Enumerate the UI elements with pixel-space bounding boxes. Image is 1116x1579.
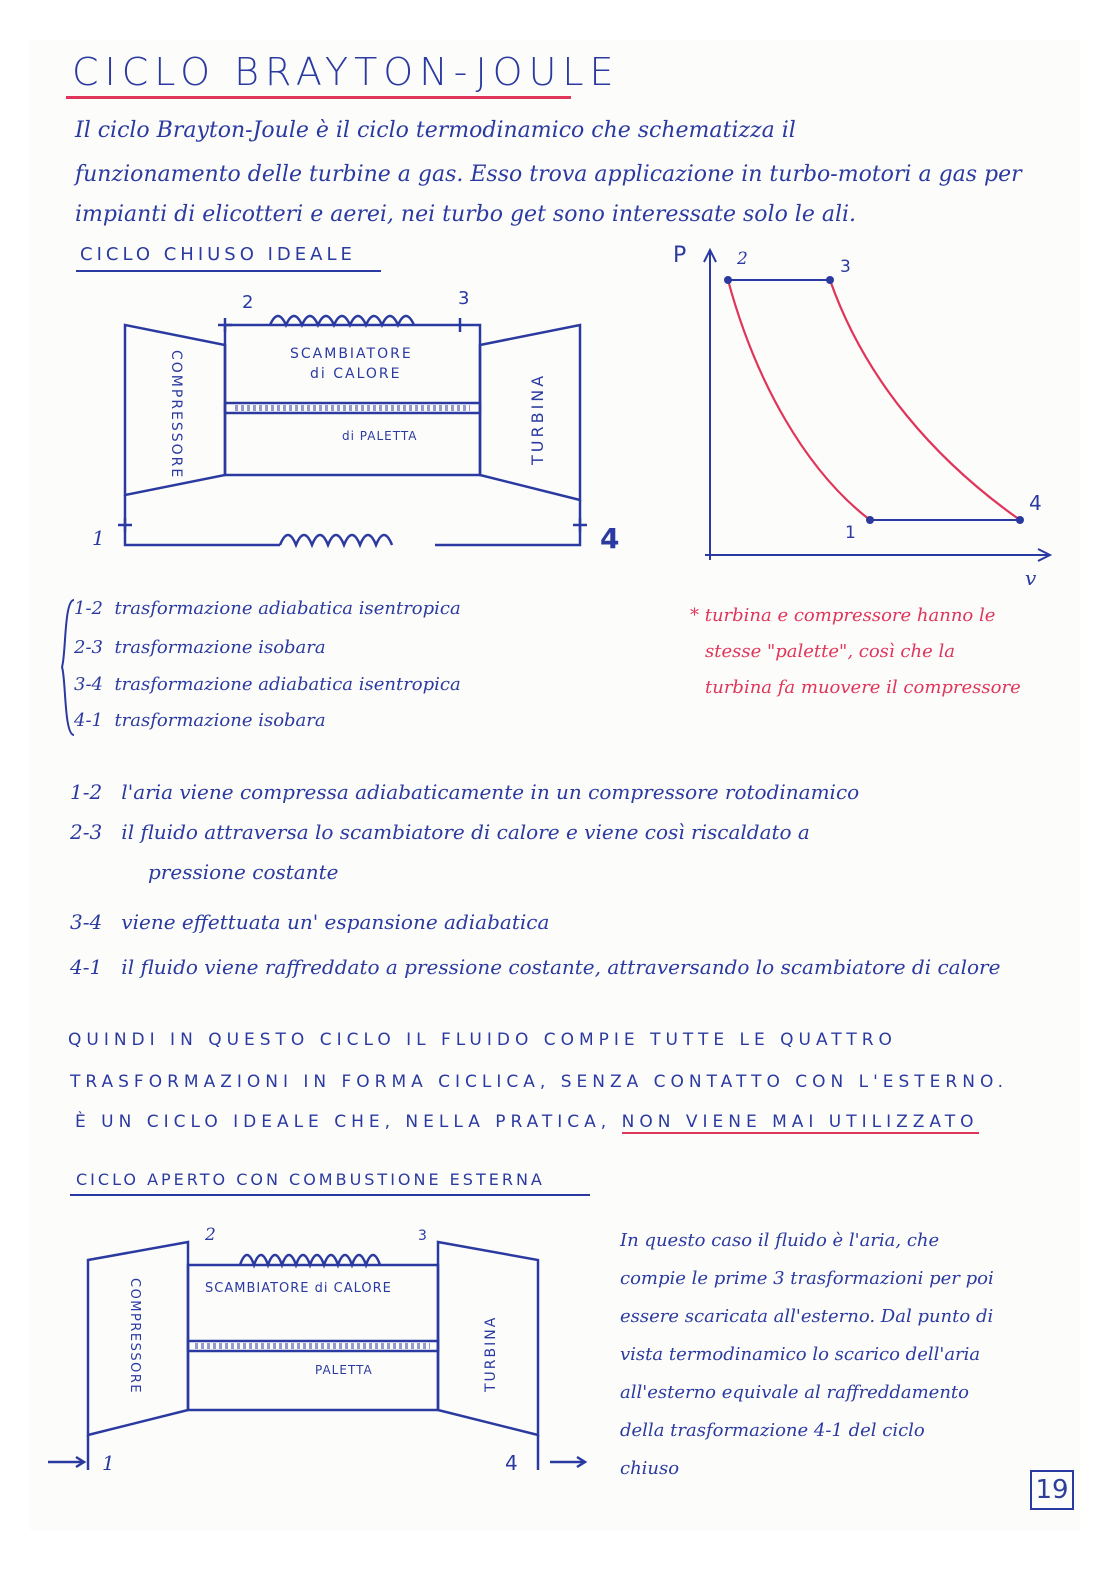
intro-line-1: Il ciclo Brayton-Joule è il ciclo termodinamico che schematizza il	[75, 118, 796, 143]
closed-cycle-diagram	[80, 280, 640, 580]
node-4: 4	[600, 522, 620, 555]
step-3-4: 3-4 viene effettuata un' espansione adiabatica	[70, 910, 550, 934]
open-text-line-1: In questo caso il fluido è l'aria, che	[620, 1230, 940, 1251]
open-text-line-4: vista termodinamico lo scarico dell'aria	[620, 1344, 981, 1365]
transformation-4: 4-1 trasformazione isobara	[74, 710, 326, 731]
open-text-line-2: compie le prime 3 trasformazioni per poi	[620, 1268, 994, 1289]
return-line-left	[125, 495, 280, 545]
conclusion-emphasis: NON VIENE MAI UTILIZZATO	[621, 1112, 979, 1132]
conclusion-line-3: È UN CICLO IDEALE CHE, NELLA PRATICA, NON VIENE MAI UTILIZZATO	[75, 1112, 979, 1132]
open-blade-label: PALETTA	[315, 1363, 373, 1377]
top-coil	[270, 316, 414, 325]
section-closed-cycle-title: CICLO CHIUSO IDEALE	[80, 244, 356, 265]
red-note-line-1: * turbina e compressore hanno le	[690, 605, 996, 626]
page-number: 19	[1030, 1470, 1074, 1510]
open-node-4: 4	[505, 1451, 518, 1475]
open-node-3: 3	[418, 1228, 427, 1244]
turbine-label: TURBINA	[528, 372, 547, 465]
section-open-cycle-title: CICLO APERTO CON COMBUSTIONE ESTERNA	[76, 1170, 545, 1189]
step-2-3: 2-3 il fluido attraversa lo scambiatore di calore e viene così riscaldato a	[70, 820, 810, 844]
section-open-cycle-underline	[70, 1194, 590, 1196]
open-node-2: 2	[205, 1225, 216, 1245]
node-3: 3	[458, 288, 470, 309]
section-closed-cycle-underline	[76, 270, 381, 272]
exchanger-label-1: SCAMBIATORE	[290, 346, 413, 362]
open-text-line-5: all'esterno equivale al raffreddamento	[620, 1382, 969, 1403]
open-text-line-6: della trasformazione 4-1 del ciclo	[620, 1420, 925, 1441]
node-2: 2	[242, 292, 254, 313]
intro-line-2: funzionamento delle turbine a gas. Esso trova applicazione in turbo-motori a gas per	[75, 162, 1022, 187]
conclusion-line-1: QUINDI IN QUESTO CICLO IL FLUIDO COMPIE TUTTE LE QUATTRO	[68, 1030, 897, 1050]
title-underline	[66, 96, 571, 99]
open-node-1: 1	[102, 1451, 115, 1475]
step-4-1: 4-1 il fluido viene raffreddato a pressione costante, attraversando lo scambiatore di calore	[70, 955, 1001, 979]
node-1: 1	[92, 526, 105, 550]
pv-point-3: 3	[840, 257, 851, 277]
open-turbine-label: TURBINA	[483, 1315, 499, 1392]
open-text-line-7: chiuso	[620, 1458, 680, 1479]
blade-label: di PALETTA	[342, 429, 418, 443]
conclusion-line-2: TRASFORMAZIONI IN FORMA CICLICA, SENZA CONTATTO CON L'ESTERNO.	[70, 1072, 1009, 1092]
v-axis-label: v	[1025, 566, 1037, 590]
transformation-2: 2-3 trasformazione isobara	[74, 637, 326, 658]
pv-point-1: 1	[845, 523, 856, 543]
open-cycle-diagram	[40, 1220, 600, 1480]
open-cycle-text	[620, 1222, 1060, 1488]
open-compressor-label: COMPRESSORE	[127, 1278, 142, 1395]
red-note-line-3: turbina fa muovere il compressore	[705, 677, 1021, 698]
return-line-right	[435, 500, 580, 545]
transformation-1: 1-2 trasformazione adiabatica isentropica	[74, 598, 461, 619]
transformation-3: 3-4 trasformazione adiabatica isentropica	[74, 674, 461, 695]
intro-line-3: impianti di elicotteri e aerei, nei turbo get sono interessate solo le ali.	[75, 202, 857, 227]
open-exchanger-label: SCAMBIATORE di CALORE	[205, 1281, 392, 1296]
compressor-label: COMPRESSORE	[168, 350, 184, 480]
adiabat-3-4	[830, 280, 1020, 520]
pv-point-4: 4	[1029, 491, 1042, 515]
red-note-line-2: stesse "palette", così che la	[705, 641, 955, 662]
exchanger-label-2: di CALORE	[310, 366, 402, 382]
adiabat-1-2	[728, 280, 870, 520]
page-title: CICLO BRAYTON-JOULE	[72, 50, 620, 94]
bottom-coil	[280, 535, 392, 545]
pv-point-2: 2	[737, 249, 748, 269]
open-text-line-3: essere scaricata all'esterno. Dal punto di	[620, 1306, 994, 1327]
step-2-3-cont: pressione costante	[148, 860, 339, 884]
pv-diagram	[665, 240, 1065, 590]
step-1-2: 1-2 l'aria viene compressa adiabaticamente in un compressore rotodinamico	[70, 780, 860, 804]
top-coil-2	[240, 1255, 380, 1265]
p-axis-label: P	[673, 243, 687, 268]
